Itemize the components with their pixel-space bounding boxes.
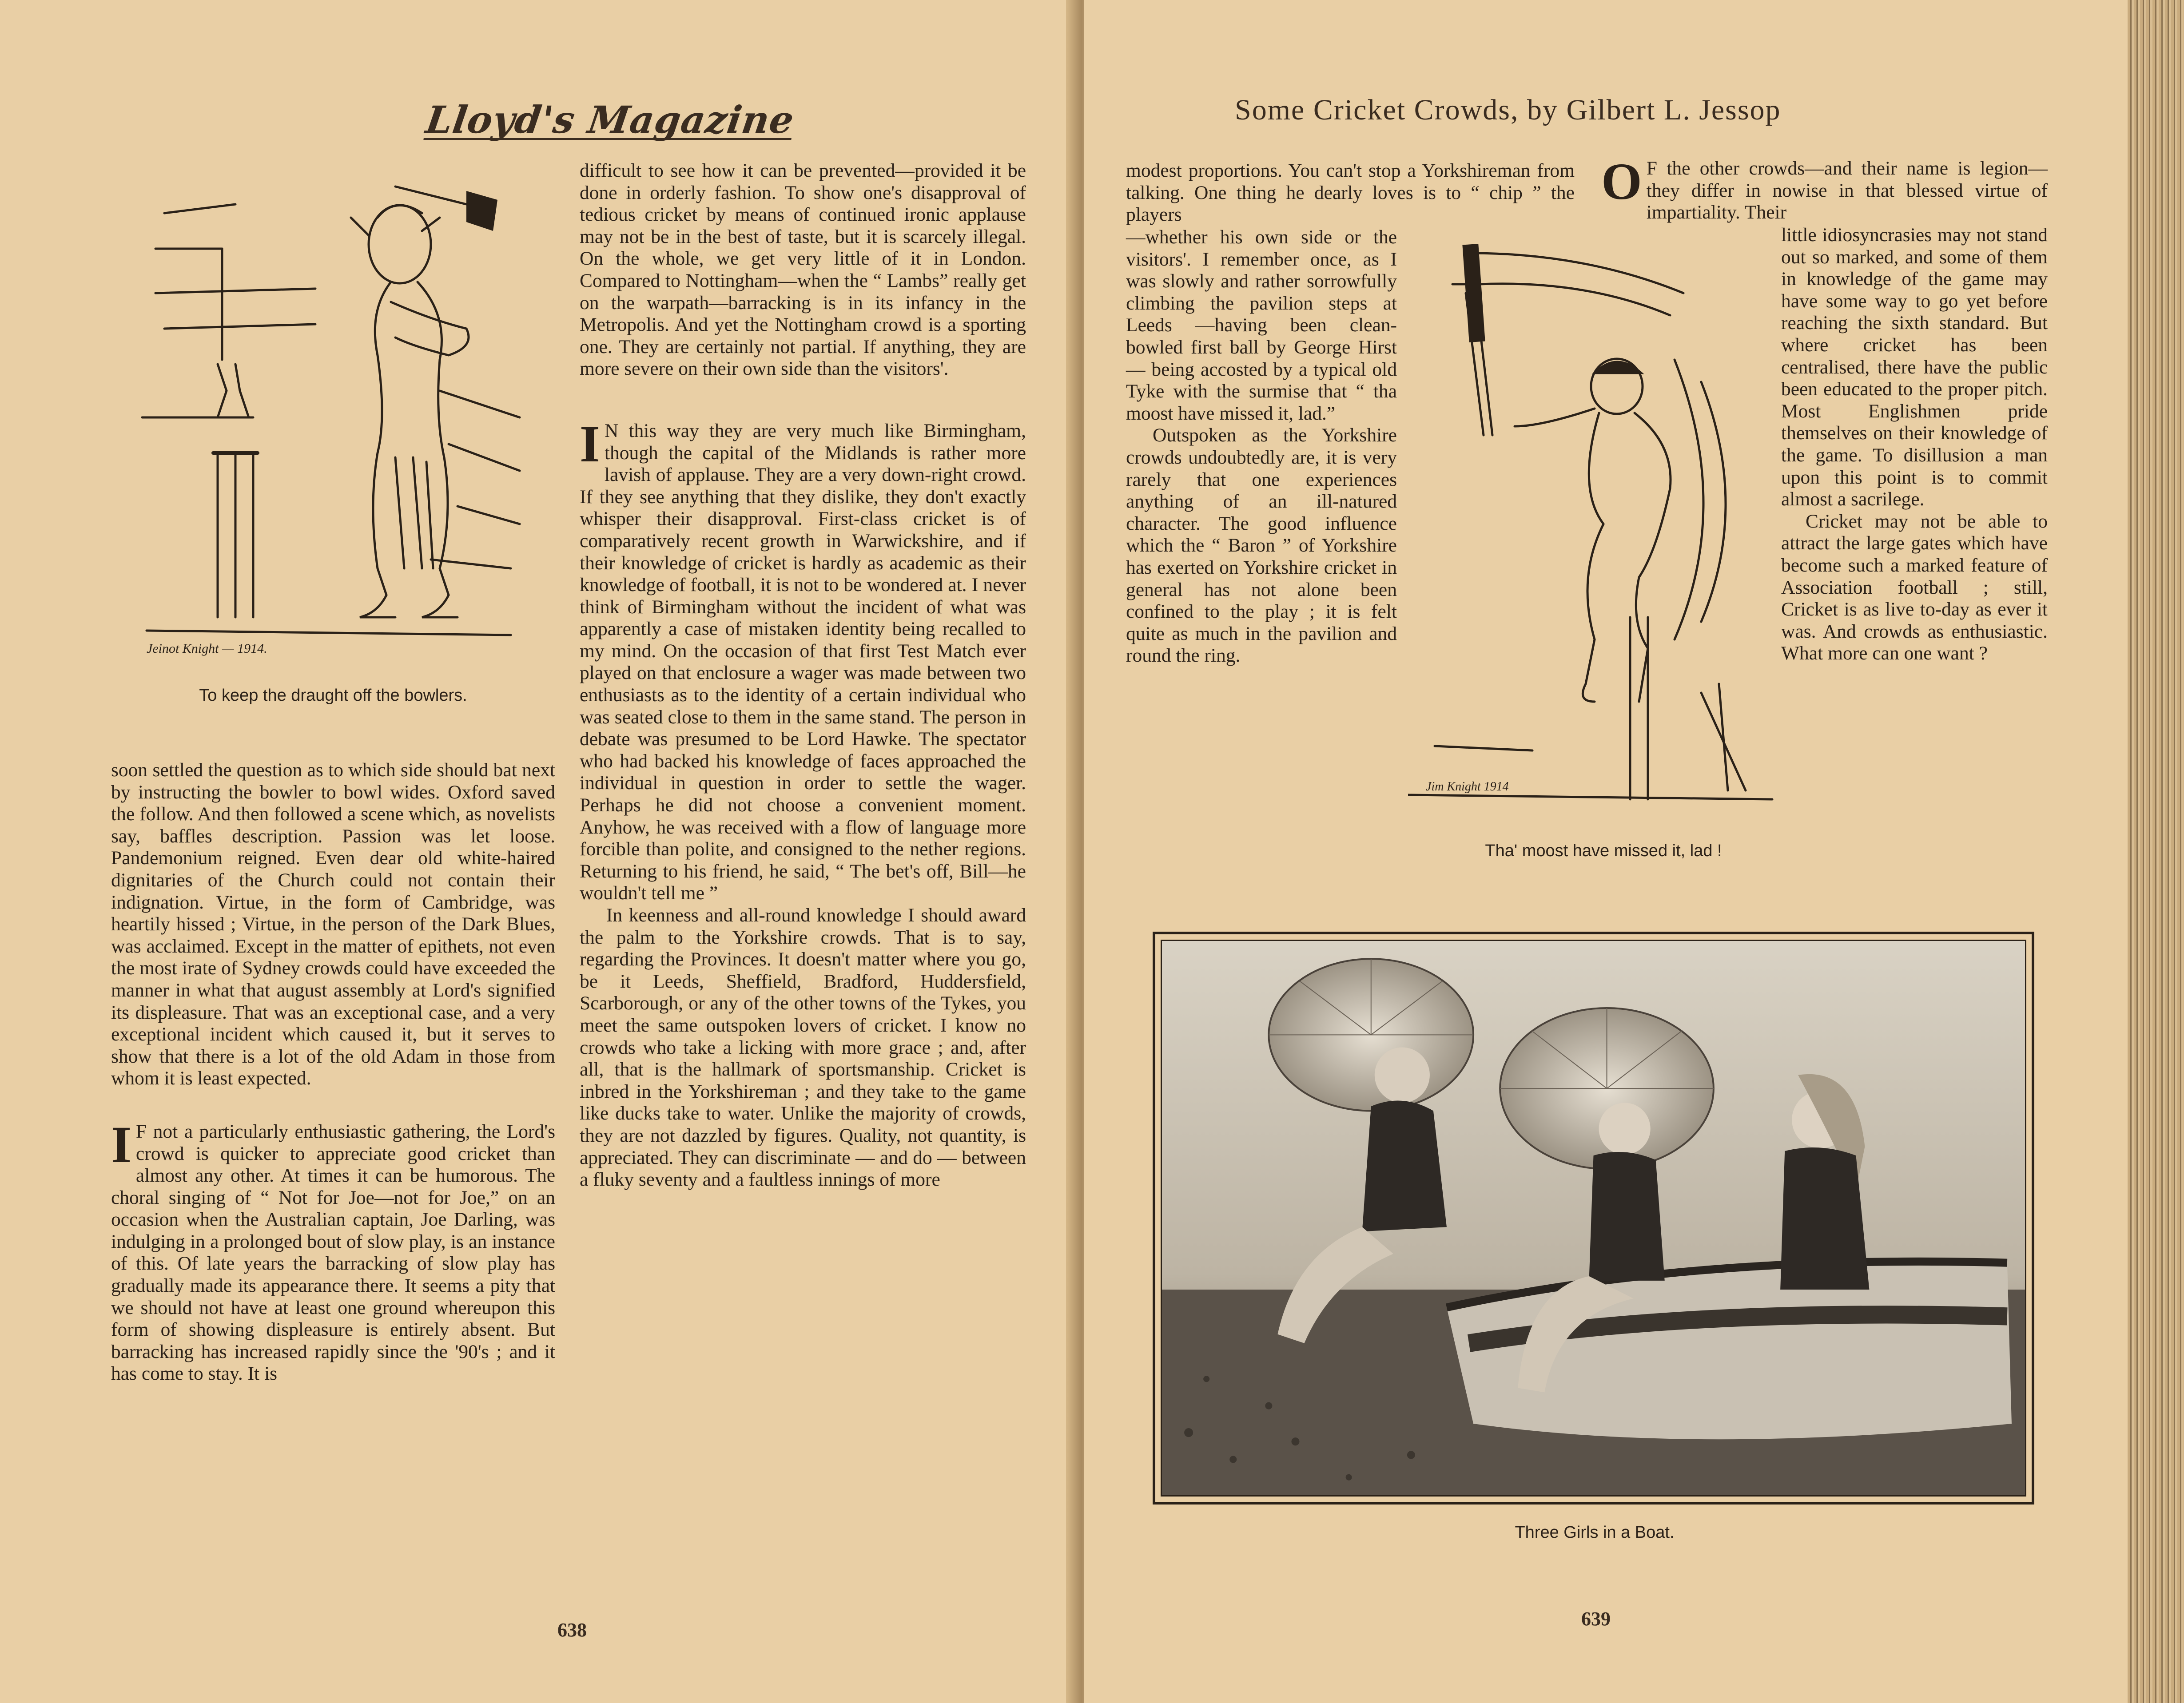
right-column-3-top (1126, 160, 1575, 226)
three-girls-photo (1161, 940, 2026, 1497)
left-column-1 (111, 759, 555, 1385)
batsman-illustration (1408, 240, 1781, 817)
paragraph: —whether his own side or the visitors'. I remember once, as I was slowly and rather sorrowfully climbing the pavilion steps at Leeds —having been clean-bowled first ball by George Hirst — being accosted by a typical old Tyke with the surmise that “ tha moost have missed it, lad.” (1126, 226, 1397, 424)
draught-illustration (129, 169, 529, 666)
paragraph: little idiosyncrasies may not stand out so marked, and some of them in knowledge of the game may have some way to go yet before reaching the sixth standard. But where cricket has been centralised, there have the public been educated to the proper pitch. Most Englishmen pride themselves on their knowledge of the game. To disillusion a man upon this point is to commit almost a sacrilege. (1781, 224, 2048, 510)
photo-frame (1153, 932, 2034, 1505)
caption-bowlers: To keep the draught off the bowlers. (199, 686, 467, 705)
paragraph: soon settled the question as to which side should bat next by instructing the bowler to bowl wides. Oxford saved the follow. And then followed a scene which, as novelists say, baffles description. Passion was let loose. Pandemonium reigned. Even dear old white-haired dignitaries of the Church could not contain their indignation. Virtue, in the form of Cambridge, was heartily hissed ; Virtue, in the person of the Dark Blues, was acclaimed. Except in the matter of epithets, not even the most irate of Sydney crowds could have exceeded the manner in what that august assembly at Lord's signified its displeasure. That was an exceptional case, and a very exceptional incident which caused it, but it serves to show that there is a lot of the old Adam in those from whom it is least expected. (111, 759, 555, 1089)
caption-photo: Three Girls in a Boat. (1515, 1523, 1675, 1542)
running-head: Some Cricket Crowds, by Gilbert L. Jessop (1235, 94, 1781, 126)
left-page (0, 0, 1079, 1703)
paragraph: I F not a particularly enthusiastic gathering, the Lord's crowd is quicker to appreciate good cricket than almost any other. At times it can be humorous. The choral singing of “ Not for Joe—not for Joe,” on an occasion when the Australian captain, Joe Darling, was indulging in a prolonged bout of slow play, is an instance of this. Of late years the barracking of slow play has gradually made its appearance there. It seems a pity that we should not have at least one ground whereupon this form of showing displeasure is entirely absent. But barracking has increased rapidly since the '90's ; and it has come to stay. It is (111, 1115, 555, 1385)
photo-image (1162, 941, 2025, 1495)
book-page-edges (2128, 0, 2184, 1703)
illustration-signature: Jeinot Knight — 1914. (147, 641, 267, 656)
paragraph: Outspoken as the Yorkshire crowds undoubtedly are, it is very rarely that one experiences anything of an ill-natured character. The good influence which the “ Baron ” of Yorkshire has exerted on Yorkshire cricket in general has not alone been confined to the play ; it is felt quite as much in the pavilion and round the ring. (1126, 425, 1397, 667)
page-number-right: 639 (1581, 1608, 1611, 1630)
paragraph: O F the other crowds—and their name is legion—they differ in nowise in that blessed virtue of impartiality. Their (1601, 152, 2048, 223)
right-column-4 (1781, 224, 2048, 665)
drop-cap: I (580, 414, 600, 473)
right-column-3 (1126, 226, 1397, 667)
paragraph: modest proportions. You can't stop a Yorkshireman from talking. One thing he dearly loves is to “ chip ” the players (1126, 160, 1575, 226)
magazine-masthead: Lloyd's Magazine (423, 98, 797, 142)
paragraph: In keenness and all-round knowledge I should award the palm to the Yorkshire crowds. That is to say, regarding the Provinces. It doesn't matter where you go, be it Leeds, Sheffield, Bradford, Huddersfield, Scarborough, or any of the other towns of the Tykes, you meet the same outspoken lovers of cricket. I know no crowds who take a licking with more grace ; and, after all, that is the hallmark of sportsmanship. Cricket is inbred in the Yorkshireman ; and they take to the game like ducks take to water. Unlike the majority of crowds, they are not dazzled by figures. Quality, not quantity, is appreciated. They can discriminate — and do — between a fluky seventy and a faultless innings of more (580, 905, 1026, 1191)
paragraph: Cricket may not be able to attract the large gates which have become such a marked feature of Association football ; still, Cricket is as live to-day as ever it was. And crowds as enthusiastic. What more can one want ? (1781, 510, 2048, 664)
caption-batsman: Tha' moost have missed it, lad ! (1485, 842, 1722, 860)
page-number-left: 638 (557, 1619, 587, 1641)
drop-cap: I (111, 1115, 131, 1174)
paragraph: difficult to see how it can be prevented—provided it be done in orderly fashion. To show one's disapproval of tedious cricket by means of continued ironic applause may not be in the best of taste, but it is scarcely illegal. On the whole, we get very little of it in London. Compared to Nottingham—when the “ Lambs” really get on the warpath—barracking is in its infancy in the Metropolis. And yet the Nottingham crowd is a sporting one. They are certainly not partial. If anything, they are more severe on their own side than the visitors'. (580, 160, 1026, 380)
right-column-4-top (1601, 152, 2048, 224)
left-column-2 (580, 160, 1026, 1191)
drop-cap: O (1601, 152, 1642, 210)
paragraph: I N this way they are very much like Birmingham, though the capital of the Midlands is rather more lavish of applause. They are a very down-right crowd. If they see anything that they dislike, they don't exactly whisper their disapproval. First-class cricket is of comparatively recent growth in Warwickshire, and if their knowledge of cricket is hardly as academic as their knowledge of football, it is not to be wondered at. I never think of Birmingham without the incident of what was apparently a case of mistaken identity being recalled to my mind. On the occasion of that first Test Match ever played on that enclosure a wager was made between two enthusiasts as to the identity of a certain individual who was seated close to them in the same stand. The person in debate was presumed to be Lord Hawke. The spectator who had backed his knowledge of faces approached the individual in question in order to settle the wager. Perhaps he did not choose a convenient moment. Anyhow, he was received with a flow of language more forcible than polite, and consigned to the nether regions. Returning to his friend, he said, “ The bet's off, Bill—he wouldn't tell me ” (580, 414, 1026, 904)
illustration-signature: Jim Knight 1914 (1426, 780, 1509, 794)
